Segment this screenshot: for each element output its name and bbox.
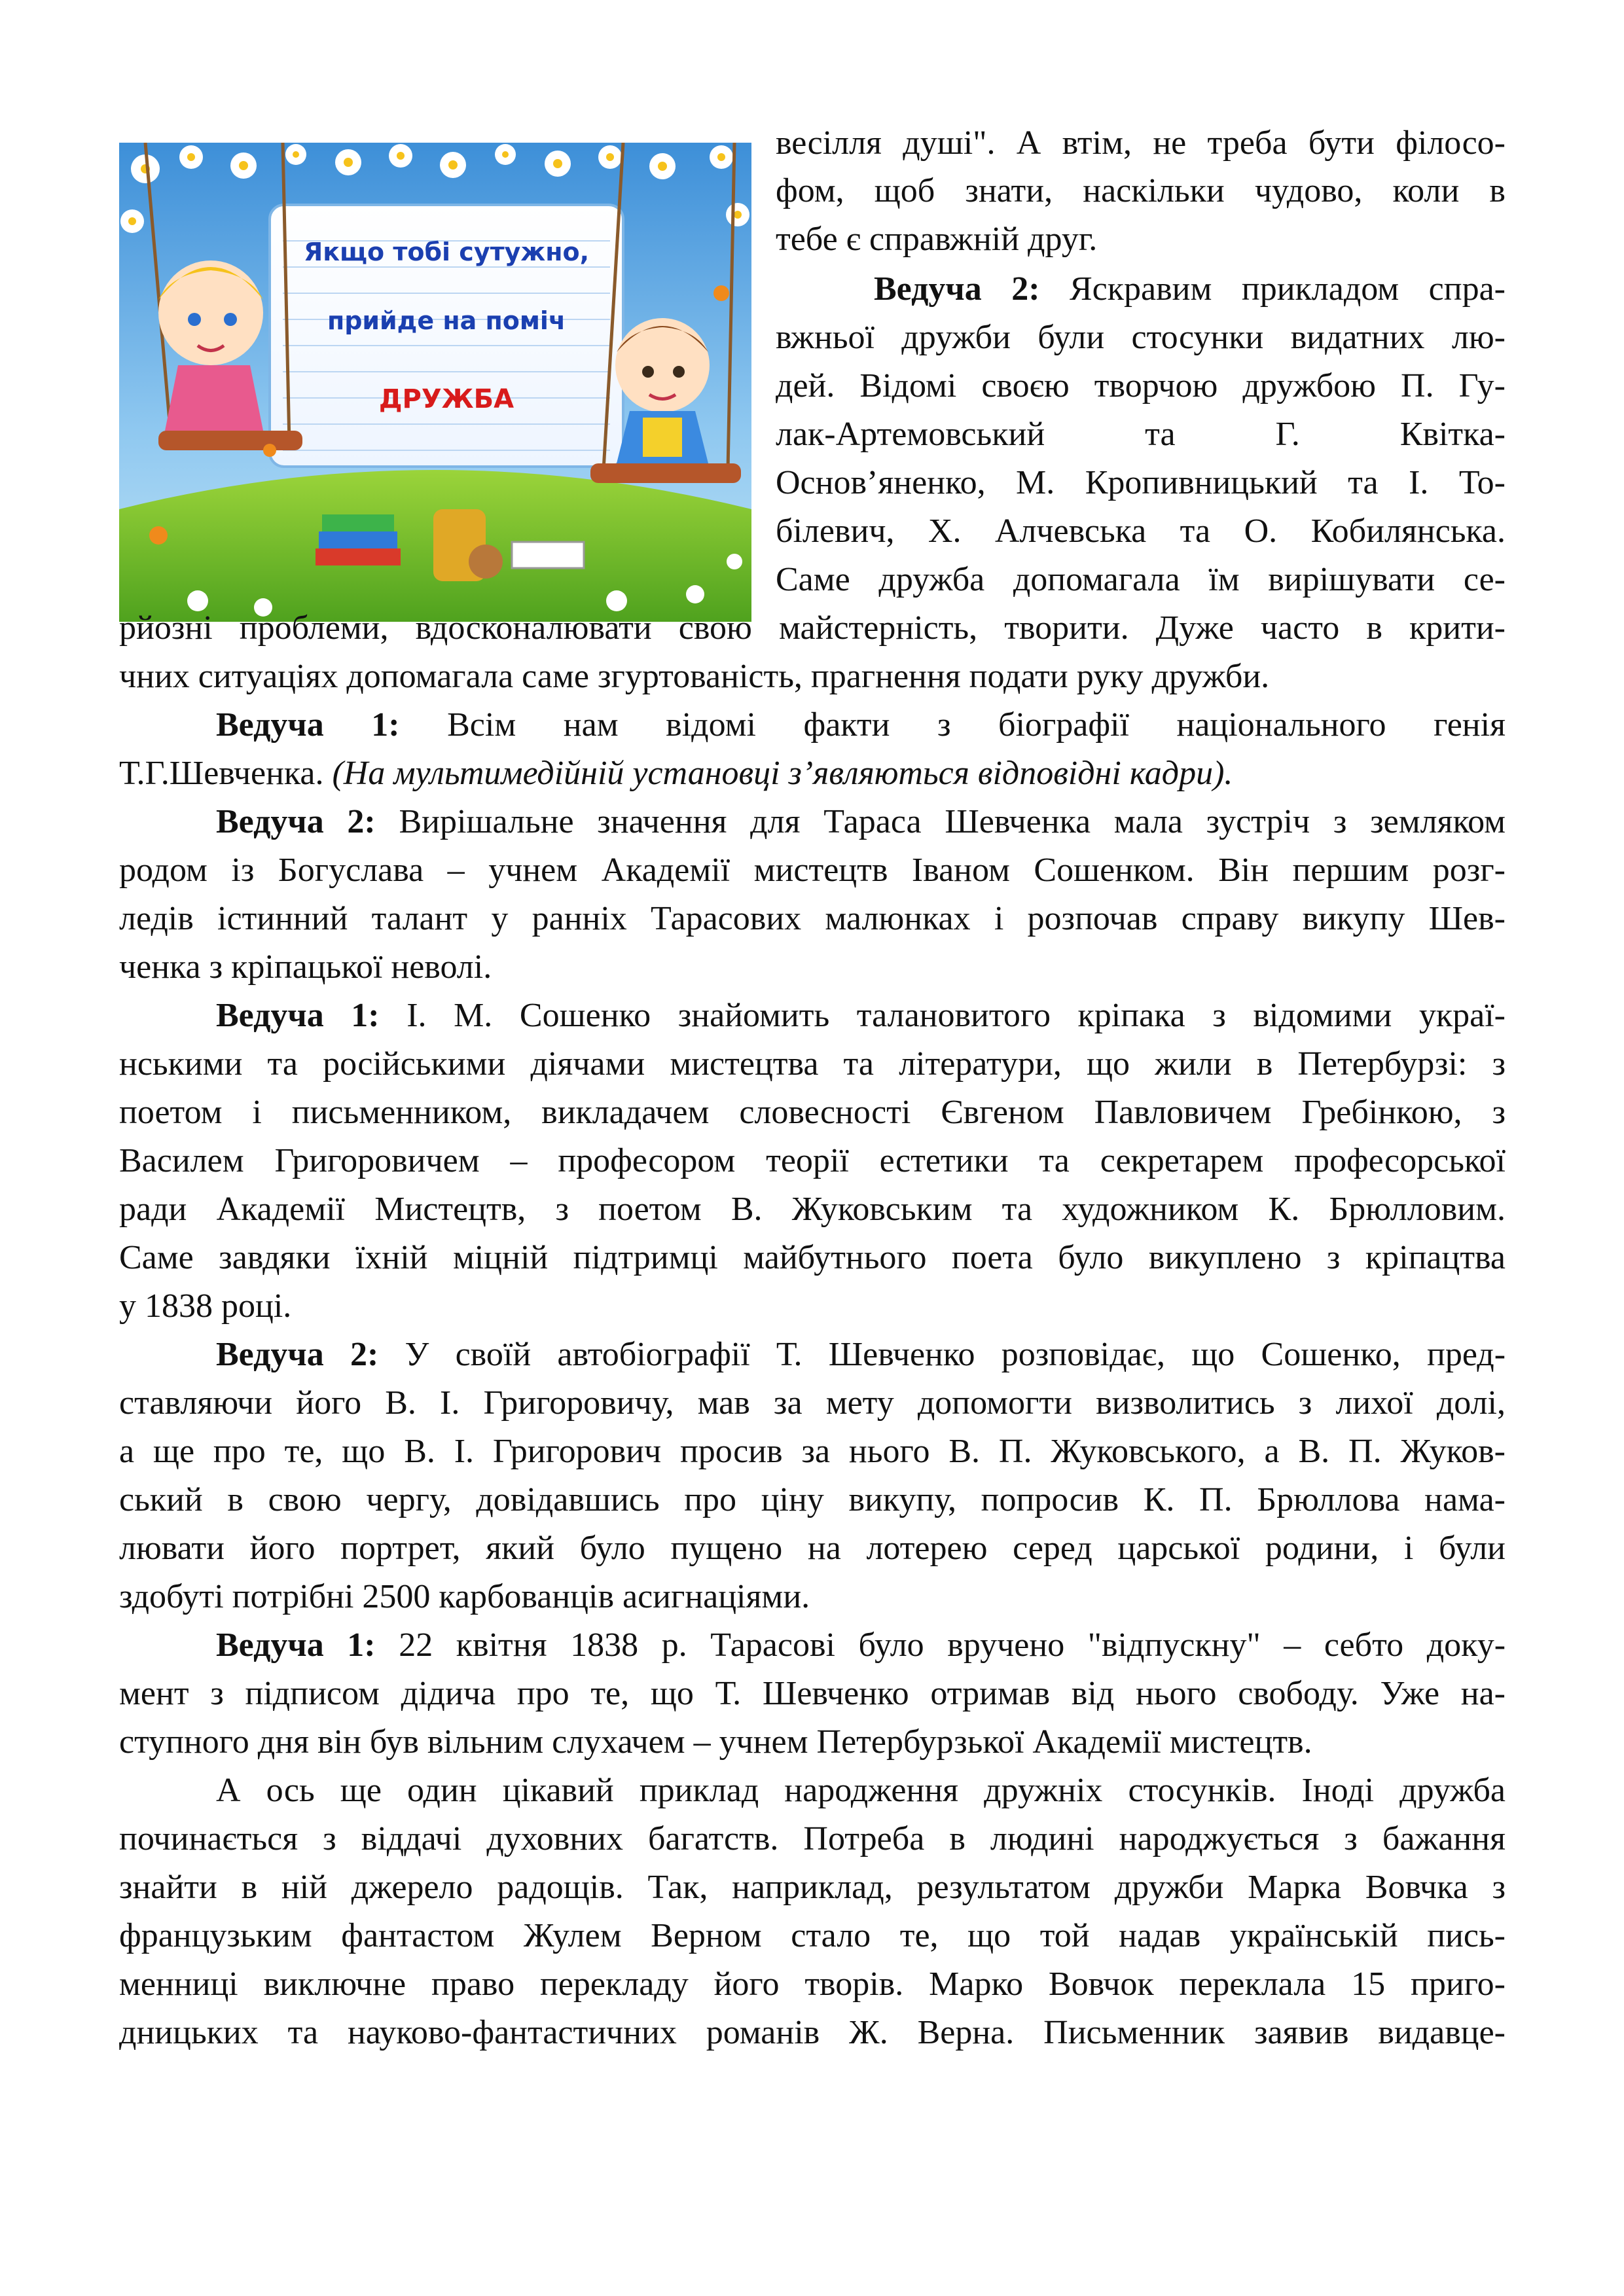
text-line: лак-Артемовський та Г. Квітка- — [776, 416, 1506, 453]
text-line: Саме завдяки їхній міцній підтримці майбутнього поета було викуплено з кріпацтва — [119, 1239, 1506, 1276]
text-line: Т.Г.Шевченка. (На мультимедійній установці з’являються відповідні кадри). — [119, 755, 1233, 792]
stage-direction: (На мультимедійній установці з’являються відповідні кадри). — [332, 755, 1233, 792]
text-line: Ведуча 2: Яскравим прикладом спра- — [874, 270, 1506, 308]
speaker-label: Ведуча 1: — [216, 1626, 376, 1664]
text-line: Василем Григоровичем – професором теорії естетики та секретарем професорської — [119, 1142, 1506, 1179]
text-line: ледів істинний талант у ранніх Тарасових малюнках і розпочав справу викупу Шев- — [119, 900, 1506, 937]
text-line: менниці виключне право перекладу його творів. Марко Вовчок переклала 15 приго- — [119, 1965, 1506, 2003]
speaker-label: Ведуча 1: — [216, 706, 400, 744]
text-line: Ведуча 2: У своїй автобіографії Т. Шевченко розповідає, що Сошенко, пред- — [216, 1336, 1506, 1373]
text-line: французьким фантастом Жулем Верном стало те, що той надав українській пись- — [119, 1917, 1506, 1954]
text-line: Основ’яненко, М. Кропивницький та І. То- — [776, 464, 1506, 501]
text-line: рйозні проблеми, вдосконалювати свою майстерність, творити. Дуже часто в крити- — [119, 609, 1506, 647]
text-line: дей. Відомі своєю творчою дружбою П. Гу- — [776, 367, 1506, 404]
friendship-poster-image — [119, 143, 751, 622]
text-line: у 1838 році. — [119, 1287, 292, 1325]
text-line: починається з віддачі духовних багатств. Потреба в людині народжується з бажання — [119, 1820, 1506, 1857]
text-line: а ще про те, що В. І. Григорович просив за нього В. П. Жуковського, а В. П. Жуков- — [119, 1433, 1506, 1470]
text-line: ський в свою чергу, довідавшись про ціну викупу, попросив К. П. Брюллова нама- — [119, 1481, 1506, 1518]
text-line: вжньої дружби були стосунки видатних лю- — [776, 319, 1506, 356]
text-line: весілля душі". А втім, не треба бути філосо- — [776, 124, 1506, 162]
speaker-label: Ведуча 1: — [216, 997, 380, 1034]
text-line: Ведуча 1: І. М. Сошенко знайомить талановитого кріпака з відомими украї- — [216, 997, 1506, 1034]
poster-caption-line-1: Якщо тобі сутужно, — [303, 238, 590, 266]
poster-caption-line-2: прийде на поміч — [327, 306, 566, 335]
text-line: А ось ще один цікавий приклад народження дружніх стосунків. Іноді дружба — [216, 1772, 1506, 1809]
text-line: Ведуча 2: Вирішальне значення для Тараса Шевченка мала зустріч з земляком — [216, 803, 1506, 840]
text-line: поетом і письменником, викладачем словесності Євгеном Павловичем Гребінкою, з — [119, 1094, 1506, 1131]
text-line: знайти в ній джерело радощів. Так, наприклад, результатом дружби Марка Вовчка з — [119, 1869, 1506, 1906]
text-line: тебе є справжній друг. — [776, 221, 1098, 258]
text-line: нськими та російськими діячами мистецтва та літератури, що жили в Петербурзі: з — [119, 1045, 1506, 1083]
text-line: Ведуча 1: 22 квітня 1838 р. Тарасові було вручено "відпускну" – себто доку- — [216, 1626, 1506, 1664]
speaker-label: Ведуча 2: — [216, 1336, 379, 1373]
text-line: родом із Богуслава – учнем Академії мистецтв Іваном Сошенком. Він першим розг- — [119, 852, 1506, 889]
text-line: ступного дня він був вільним слухачем – учнем Петербурзької Академії мистецтв. — [119, 1723, 1312, 1761]
speaker-label: Ведуча 2: — [216, 803, 376, 840]
text-line: Саме дружба допомагала їм вирішувати се- — [776, 561, 1506, 598]
poster-caption-line-3: ДРУЖБА — [378, 384, 514, 414]
text-line: здобуті потрібні 2500 карбованців асигнаціями. — [119, 1578, 810, 1615]
speaker-label: Ведуча 2: — [874, 270, 1040, 308]
text-line: фом, щоб знати, наскільки чудово, коли в — [776, 172, 1506, 209]
text-line: лювати його портрет, який було пущено на лотерею серед царської родини, і були — [119, 1530, 1506, 1567]
text-line: ставляючи його В. І. Григоровичу, мав за мету допомогти визволитись з лихої долі, — [119, 1384, 1506, 1422]
text-line: чних ситуаціях допомагала саме згуртованість, прагнення подати руку дружби. — [119, 658, 1270, 695]
text-line: ради Академії Мистецтв, з поетом В. Жуковським та художником К. Брюлловим. — [119, 1191, 1506, 1228]
text-line: мент з підписом дідича про те, що Т. Шевченко отримав від нього свободу. Уже на- — [119, 1675, 1506, 1712]
text-line: Ведуча 1: Всім нам відомі факти з біографії національного генія — [216, 706, 1506, 744]
text-line: ченка з кріпацької неволі. — [119, 948, 492, 986]
text-line: білевич, Х. Алчевська та О. Кобилянська. — [776, 512, 1506, 550]
text-line: дницьких та науково-фантастичних романів Ж. Верна. Письменник заявив видавце- — [119, 2014, 1506, 2051]
